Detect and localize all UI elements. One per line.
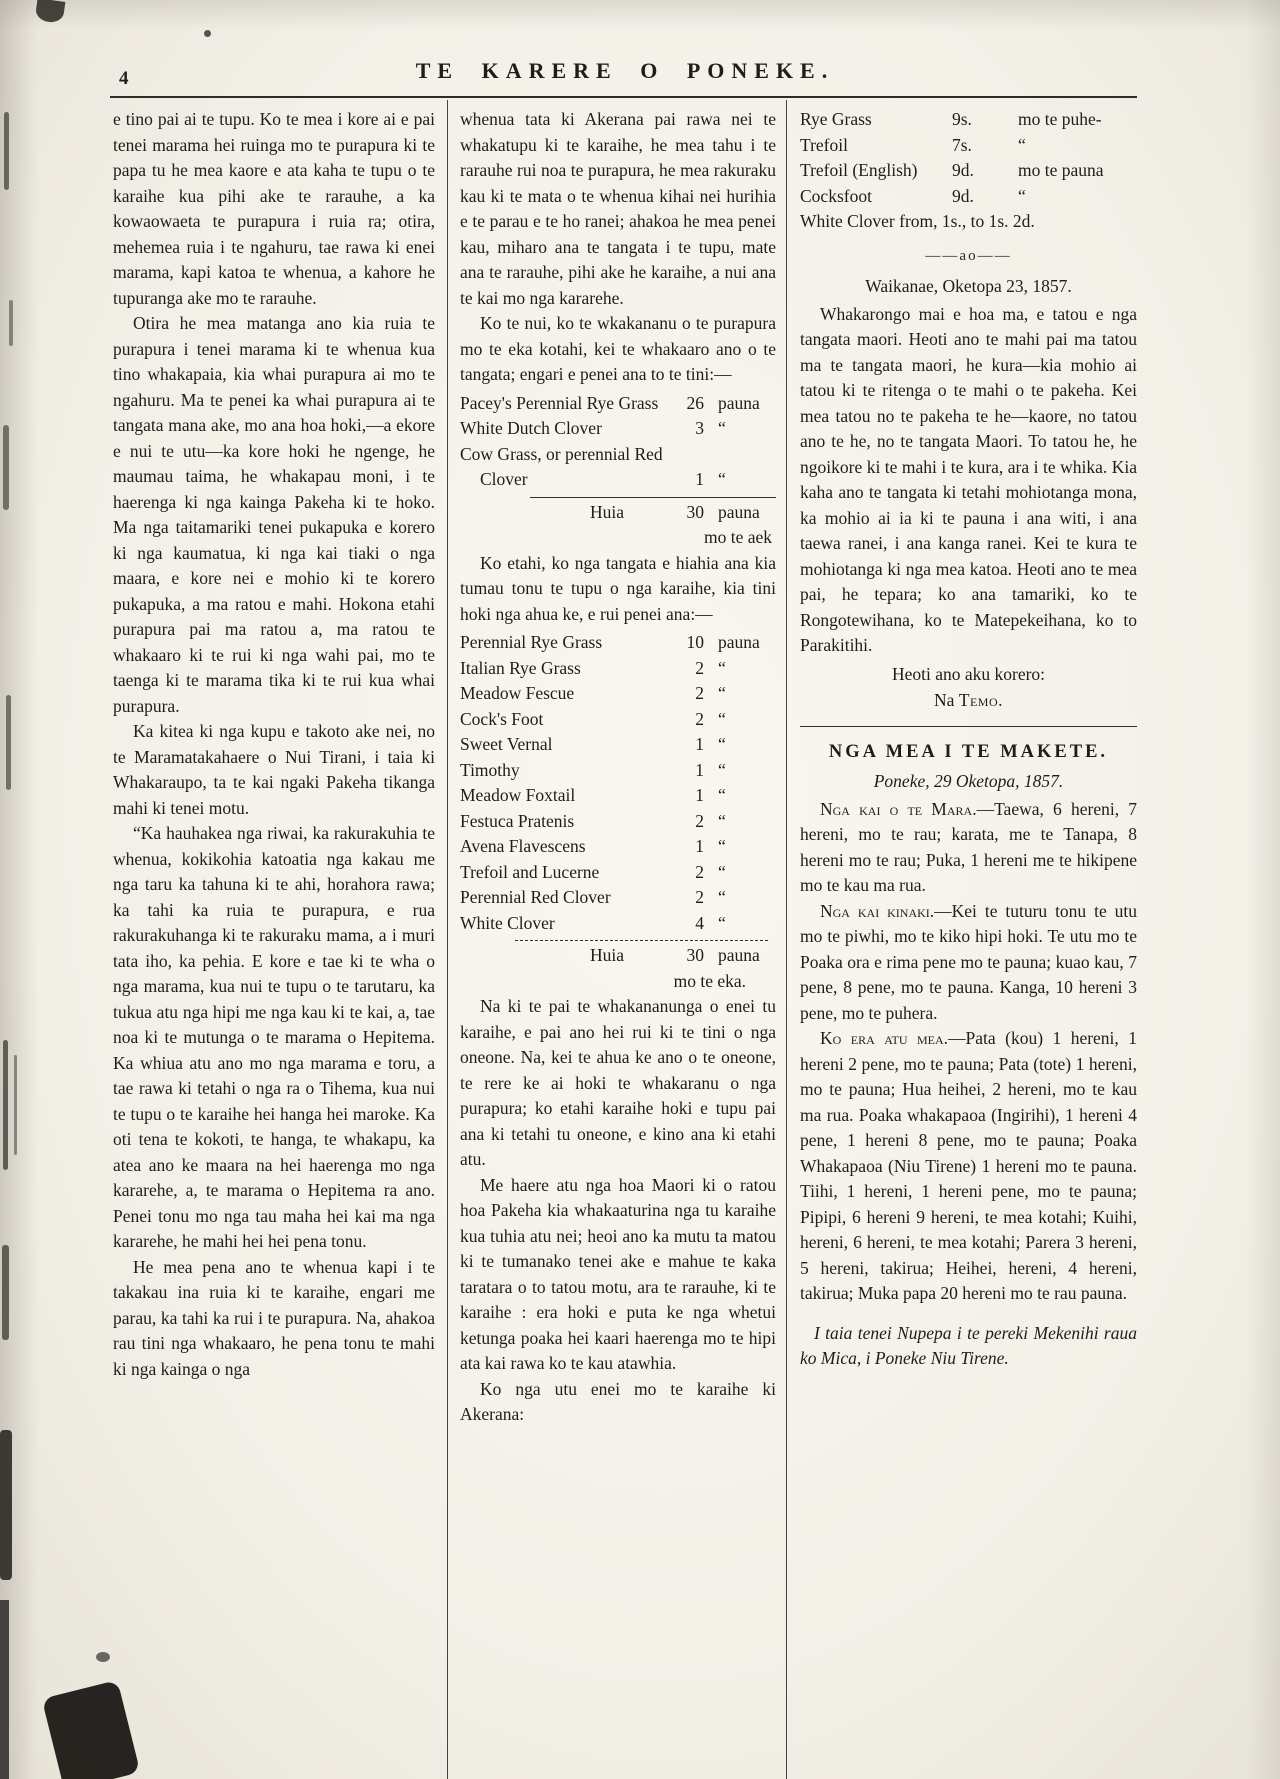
seed-unit: “: [718, 734, 726, 754]
header-rule: [110, 96, 1137, 98]
seed-unit: “: [718, 657, 726, 678]
table-row: [460, 783, 776, 809]
table-row: [460, 860, 776, 886]
total-unit: pauna: [718, 501, 760, 522]
paragraph-lead: Ko era atu mea.—: [820, 1028, 966, 1048]
seed-unit: “: [718, 861, 726, 882]
paragraph: Ko etahi, ko nga tangata e hiahia ana kia tumau tonu te tupu o nga karaihe, kia tini hoki nga ahua ke, e rui penei ana:—: [460, 552, 776, 624]
paragraph: whenua tata ki Akerana pai rawa nei te whakatupu ki te karaihe, he mea tahu i te rarauhe rui noa te purapura, he mea rakuraku kau ki te mata o te whenua kihai nei hurihia e te parau e te ho ranei; ahakoa he mea penei kau, miharo ana te tangata i te tupu, mate ana te rarauhe, pihi ake he karaihe, a nui ana te kai mo nga kararehe.: [460, 109, 776, 308]
seed-unit: [704, 442, 776, 468]
seed-name: Festuca Pratenis: [460, 810, 575, 831]
seed-mixture-table-1: [460, 391, 776, 493]
seed-mixture-table-2: [460, 630, 776, 936]
table-row: [460, 656, 776, 682]
seed-qty: 1: [695, 836, 704, 856]
total-qty: 30: [686, 945, 704, 965]
seed-name: Timothy: [460, 759, 520, 780]
scan-artifact: [3, 1040, 8, 1170]
scan-artifact: [3, 425, 9, 510]
market-paragraph: [800, 899, 1137, 1027]
paragraph: “Ka hauhakea nga riwai, ka rakurakuhia te whenua, kokikohia katoatia nga kakau me nga taru ka tahuna ki te ahi, horahora rawa; ka tahi ka ruia te purapura, e rua rakurakuhanga ki te rakuraku mama, a i muri tata iho, ka pehia. E kore e tae ki te wha o nga marama, kua nui te tupu o te tarutaru, ka tukua atu nga hipi me nga kau ki te kai, a, tae noa ki te mutunga o te marama o Hepitema. Ka whiua atu ano mo nga marama e toru, a tae rawa ki tetahi o nga ra o Tihema, kua nui te tupu o te karaihe hei hanga hei maroke. Ka oti tena te kokoti, te hanga, te whakapu, ka atea ano ke maara na hei haerenga mo nga kararehe, a, te marama o Hepitema ra ano. Penei tonu mo nga tau maha hei kai ma nga kararehe, he mahi hei hei pena tonu.: [113, 823, 435, 1251]
paragraph: He mea pena ano te whenua kapi i te takakau ina ruia ki te karaihe, engari me parau, ka tahi ka rui i te purapura. Na, ahakoa rau tini nga whakaaro, he pena tonu te mahi ki nga kainga o nga: [113, 1256, 435, 1379]
scan-artifact: [0, 1430, 12, 1580]
paragraph-lead: Nga kai o te Mara.—: [820, 798, 995, 819]
table-total: [460, 943, 776, 969]
seed-unit: “: [718, 785, 726, 805]
columns: [113, 100, 1137, 1779]
seed-qty: 2: [695, 861, 704, 882]
seed-unit: “: [718, 836, 726, 856]
total-note: mo te aek: [703, 527, 772, 547]
seed-unit: “: [718, 759, 726, 780]
price-value: 7s.: [952, 134, 972, 155]
price-row: White Clover from, 1s., to 1s. 2d.: [800, 211, 1035, 231]
seed-qty: 2: [695, 810, 704, 831]
seed-name: Cock's Foot: [460, 708, 544, 729]
market-paragraph: [800, 797, 1137, 899]
page-header: [113, 52, 1137, 96]
paragraph: Otira he mea matanga ano kia ruia te purapura i tenei marama ki te whenua kua tino whakapaia, kia whai purapura ai mo te ngahuru. Ma te penei ka whai purapura ai te tangata mana ake, mo ana hoa hoki,—a ekore e nui te utu—ka kore hoki he ngenge, he maumau taima, he whakapau moni, i te haerenga ki nga kainga Pakeha ki te hoko. Ma nga taitamariki tenei pukapuka e korero ki nga kaumatua, ki nga kai tiaki o nga maara, e kore nei e mohio ki te korero pukapuka, a ma ratou e mahi. Hokona etahi purapura pai ma ratou a, ma ratou te whakaaro ki te rui ki nga wahi pai, mo te taenga ki te marama tika ki te rui kua whai purapura.: [113, 313, 435, 716]
paragraph: Me haere atu nga hoa Maori ki o ratou hoa Pakeha kia whakaaturina nga tu karaihe kua tuhia atu nei; heoi ano ka mutu ta matou ki te tumanako tenei ake e mahue te kaka taratara o to tatou motu, ara te rarauhe, ki te karaihe : era hoki e puta ke nga whetui ketunga poaka hei kaari haerenga mo te hipi ata kai rawa ko te kau atawhia.: [460, 1174, 776, 1373]
table-row: [460, 707, 776, 733]
price-note: mo te puhe-: [1018, 109, 1102, 129]
total-unit: pauna: [718, 945, 760, 965]
seed-qty: 4: [695, 912, 704, 933]
scan-artifact: [9, 300, 13, 346]
price-note: “: [1018, 185, 1026, 206]
total-note: mo te eka.: [673, 970, 746, 991]
section-heading: [800, 726, 1137, 766]
paragraph: Ko te nui, ko te wkakananu o te purapura mo te eka kotahi, kei te whakaaro ano o te tangata; engari e penei ana to te tini:—: [460, 313, 776, 384]
seed-unit: “: [718, 469, 726, 489]
paragraph: e tino pai ai te tupu. Ko te mea i kore ai e pai tenei marama hei ruinga mo te purapura ki te papa tu he mea kaore e ata kaha te tupu o te karaihe kua pihi ake te rarauhe, a ka kowaowaeta te purapura i ruia ra; otira, mehemea ruia i te ngahuru, tae rawa ki enei marama, kapi katoa te whenua, a kahore he tupuranga ake mo te rarauhe.: [113, 109, 435, 308]
scan-artifact: [14, 1055, 17, 1155]
price-item: Cocksfoot: [800, 185, 872, 206]
table-total: [460, 500, 776, 526]
price-note: “: [1018, 134, 1026, 155]
page-number: 4: [119, 68, 129, 89]
total-label: Huia: [589, 501, 624, 522]
total-label: Huia: [589, 945, 624, 965]
scan-artifact: [35, 0, 66, 24]
seed-name: Perennial Rye Grass: [460, 632, 603, 652]
section-title: NGA MEA I TE MAKETE.: [828, 741, 1109, 762]
table-total-rule: [515, 940, 768, 941]
seed-qty: 1: [695, 469, 704, 489]
letter-closing: Heoti ano aku korero:: [891, 663, 1046, 684]
seed-unit: “: [718, 887, 726, 907]
table-row: [460, 758, 776, 784]
seed-qty: 2: [695, 708, 704, 729]
seed-qty: [664, 442, 704, 468]
table-row: [460, 732, 776, 758]
table-row: [460, 911, 776, 937]
seed-qty: 26: [686, 392, 704, 413]
scan-artifact: [0, 1600, 9, 1779]
seed-name: Pacey's Perennial Rye Grass: [460, 392, 659, 413]
seed-unit: “: [718, 912, 726, 933]
seed-qty: 2: [695, 683, 704, 703]
price-row: [800, 184, 1137, 210]
ornament-divider: ——ao——: [925, 247, 1012, 264]
seed-unit: “: [718, 708, 726, 729]
paragraph-lead: Nga kai kinaki.—: [820, 900, 952, 921]
price-note: mo te pauna: [1018, 160, 1104, 180]
seed-name: Italian Rye Grass: [460, 657, 581, 678]
seed-name: Meadow Fescue: [460, 683, 575, 703]
seed-name: White Dutch Clover: [460, 418, 602, 438]
seed-name: Avena Flavescens: [460, 836, 586, 856]
dateline: Poneke, 29 Oketopa, 1857.: [873, 771, 1064, 791]
paragraph: Ko nga utu enei mo te karaihe ki Akerana:: [460, 1378, 776, 1424]
paragraph: Ka kitea ki nga kupu e takoto ake nei, no te Maramatakahaere o Nui Tirani, i taia ki Whakaraupo, ta te kai ngaki Pakeha tikanga mahi ki tenei motu.: [113, 721, 435, 818]
scan-artifact: [2, 1245, 9, 1340]
price-list: [800, 107, 1137, 235]
seed-name: Clover: [480, 469, 528, 489]
table-row: [460, 834, 776, 860]
column-3: [786, 100, 1137, 1779]
table-row: [460, 442, 776, 468]
seed-unit: “: [718, 418, 726, 438]
seed-qty: 2: [695, 657, 704, 678]
seed-name: Meadow Foxtail: [460, 785, 576, 805]
signature-prefix: Na: [933, 690, 955, 710]
scan-artifact: [96, 1652, 110, 1662]
letter-body: Whakarongo mai e hoa ma, e tatou e nga tangata maori. Heoti ano te mahi pai ma tatou ma te tangata maori, he kura—kia mohio ai tatou ki te ritenga o te mahi o te pakeha. Kei mea tatou no te pakeha te he—kaore, no tatou ano te he, no te tangata Maori. To tatou he, he ngoikore ki te mahi i te kura, ara i te whika. Kia kaha ano te tangata ki tetahi mohiotanga mona, ka mohio ai ia ki te pauna i ana witi, i ana taewa ranei, i ana kanga ranei. Kei te kura te mohiotanga ki nga mea katoa. Heoti ano te mea pai, he tepara; ko ana tamariki, ko te Rongotewihana, ko te Matepekeihana, ko to Parakitihi.: [800, 303, 1137, 655]
paragraph-text: Taewa, 6 hereni, 7 hereni, mo te rau; karata, me te Tanapa, 8 hereni mo te rau; Puka, 1 hereni me te hikipene mo te kau ma rua.: [800, 798, 1137, 895]
price-value: 9s.: [952, 109, 972, 129]
total-qty: 30: [686, 501, 704, 522]
seed-qty: 10: [686, 632, 704, 652]
price-row: [800, 107, 1137, 133]
seed-unit: pauna: [718, 392, 760, 413]
table-row: [460, 630, 776, 656]
market-paragraph: [800, 1026, 1137, 1307]
price-item: Rye Grass: [800, 109, 872, 129]
column-2: [447, 100, 786, 1779]
seed-unit: “: [718, 810, 726, 831]
colophon: I taia tenei Nupepa i te pereki Mekenihi raua ko Mica, i Poneke Niu Tirene.: [800, 1322, 1137, 1368]
price-item: Trefoil (English): [800, 160, 918, 180]
masthead-title: TE KARERE O PONEKE.: [415, 58, 835, 83]
price-row: [800, 133, 1137, 159]
seed-qty: 3: [695, 418, 704, 438]
table-row: [460, 885, 776, 911]
price-item: Trefoil: [800, 134, 848, 155]
column-1: [113, 100, 447, 1779]
price-value: 9d.: [952, 185, 974, 206]
price-row: [800, 158, 1137, 184]
table-row: [460, 809, 776, 835]
seed-unit: pauna: [718, 632, 760, 652]
table-row: [460, 391, 776, 417]
seed-name: Cow Grass, or perennial Red: [460, 443, 663, 464]
seed-unit: “: [718, 683, 726, 703]
table-total-rule: [530, 497, 776, 498]
table-row: [460, 416, 776, 442]
table-row: [460, 467, 776, 493]
paragraph-text: Kei te tuturu tonu te utu mo te piwhi, mo te kiko hipi hoki. Te utu mo te Poaka ora e rima pene mo te pauna; kuao kau, 7 pene, 8 pene, mo te pauna. Kanga, 10 hereni 3 pene, mo te puhera.: [800, 900, 1137, 1023]
scan-artifact: [6, 695, 11, 790]
price-value: 9d.: [952, 160, 974, 180]
seed-qty: 1: [695, 785, 704, 805]
table-row: [460, 681, 776, 707]
seed-name: Trefoil and Lucerne: [460, 861, 600, 882]
seed-qty: 2: [695, 887, 704, 907]
paragraph: Na ki te pai te whakananunga o enei tu karaihe, e pai ano hei rui ki te tini o nga oneone. Na, kei te ahua ke ano o te oneone, te rere ke ai hoki te whakaranu o nga purapura; ko etahi karaihe hoki e tupu pai ana ki tetahi tu oneone, e kino ana ki etahi atu.: [460, 996, 776, 1169]
seed-qty: 1: [695, 759, 704, 780]
paragraph-text: Pata (kou) 1 hereni, 1 hereni 2 pene, mo te pauna; Pata (tote) 1 hereni, mo te pauna; Hua heihei, 2 hereni, mo te kau ma rua. Poaka whakapaoa (Ingirihi), 1 hereni 4 pene, 1 hereni 8 pene, mo te pauna; Poaka Whakapaoa (Niu Tirene) 1 hereni mo te pauna. Tiihi, 1 hereni, 1 hereni pene, mo te pauna; Pipipi, 6 hereni 9 hereni, te mea kotahi; Kuihi, hereni, 6 hereni, te mea kotahi; Parera 3 hereni, 5 hereni, takirua; Heihei, hereni, 4 hereni, takirua; Muka papa 20 hereni mo te rau pauna.: [800, 1028, 1137, 1303]
scan-artifact: [4, 112, 9, 190]
scan-artifact: [204, 30, 211, 37]
letter-signature: [800, 688, 1137, 714]
seed-name: Sweet Vernal: [460, 734, 553, 754]
signature-name: Temo.: [958, 690, 1003, 710]
seed-name: White Clover: [460, 912, 555, 933]
dateline: Waikanae, Oketopa 23, 1857.: [865, 276, 1072, 296]
seed-qty: 1: [695, 734, 704, 754]
seed-name: Perennial Red Clover: [460, 887, 611, 907]
